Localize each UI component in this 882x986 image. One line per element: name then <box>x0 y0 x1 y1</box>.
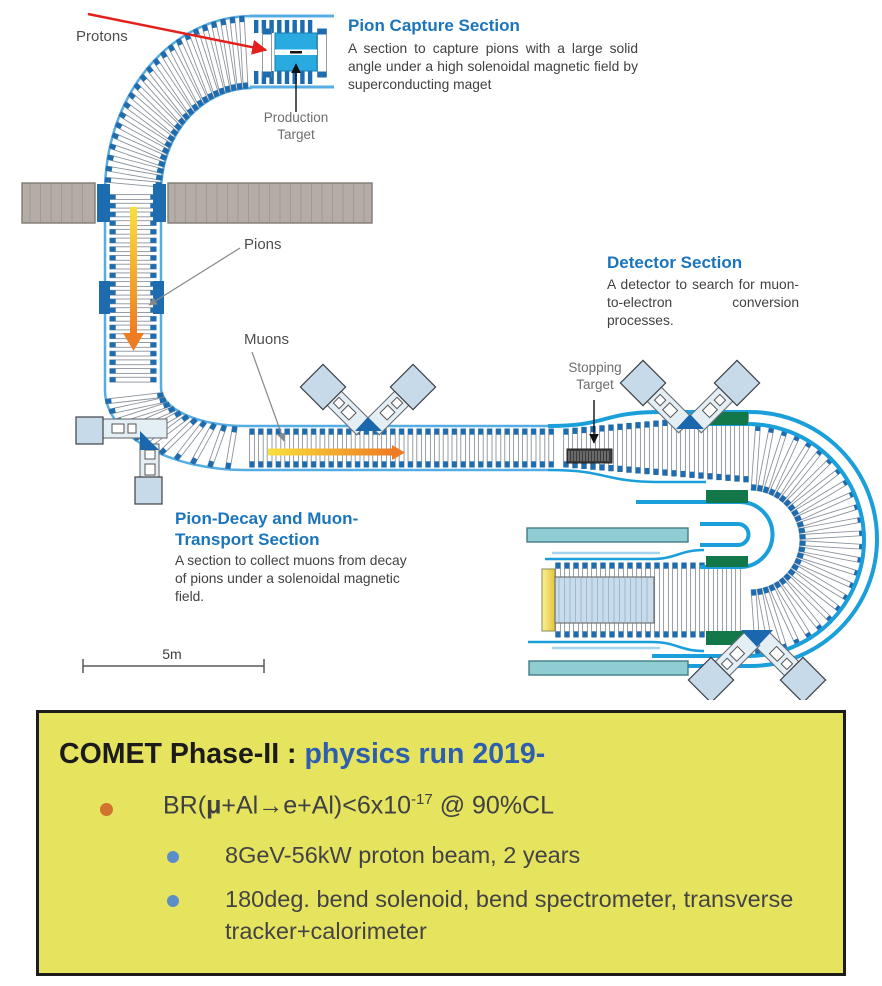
br-suffix: @ 90%CL <box>432 791 555 820</box>
pions-label: Pions <box>244 236 282 253</box>
branching-ratio-bullet <box>163 791 554 820</box>
infobox-title <box>59 738 545 771</box>
pions-pointer <box>149 248 240 305</box>
comet-phase2-infobox <box>36 710 846 976</box>
pion-decay-title: Pion-Decay and Muon-Transport Section <box>175 509 359 550</box>
mu-symbol: μ <box>206 791 222 820</box>
pion-capture-description: A section to capture pions with a large solid angle under a high solenoidal magnetic field by superconducting maget <box>348 41 638 93</box>
br-exponent: -17 <box>411 791 433 808</box>
bend-monitor-arms <box>76 417 167 504</box>
solenoid-spectrometer-bullet: 180deg. bend solenoid, bend spectrometer, transverse tracker+calorimeter <box>225 886 794 944</box>
protons-label: Protons <box>76 28 128 45</box>
blue-bullet-icon-2 <box>167 895 179 907</box>
electron-detector <box>542 569 654 631</box>
scale-bar-label: 5m <box>162 646 182 662</box>
stopping-target-label: Stopping Target <box>568 360 622 392</box>
br-open: BR( <box>163 791 207 820</box>
shield-wall <box>22 183 372 314</box>
blue-bullet-icon-1 <box>167 851 179 863</box>
muons-pointer <box>252 352 284 441</box>
stopping-target <box>567 449 612 463</box>
br-mid: +Al→e+Al)<6x10 <box>221 791 412 820</box>
muons-label: Muons <box>244 331 290 348</box>
production-target-label: Production Target <box>263 110 329 142</box>
upper-transport-monitor <box>300 364 435 434</box>
pion-capture-graphic <box>250 16 334 87</box>
pion-decay-description: A section to collect muons from decay of pions under a solenoidal magnetic field. <box>175 553 407 605</box>
infobox-title-black: COMET Phase-II : <box>59 738 297 770</box>
infobox-title-blue: physics run 2019- <box>304 738 546 770</box>
pion-capture-title: Pion Capture Section <box>348 16 520 35</box>
orange-bullet-icon <box>100 803 113 816</box>
detector-section-description: A detector to search for muon-to-electron conversion processes. <box>607 277 799 329</box>
detector-section-title: Detector Section <box>607 253 743 272</box>
proton-beam-bullet: 8GeV-56kW proton beam, 2 years <box>225 842 581 868</box>
